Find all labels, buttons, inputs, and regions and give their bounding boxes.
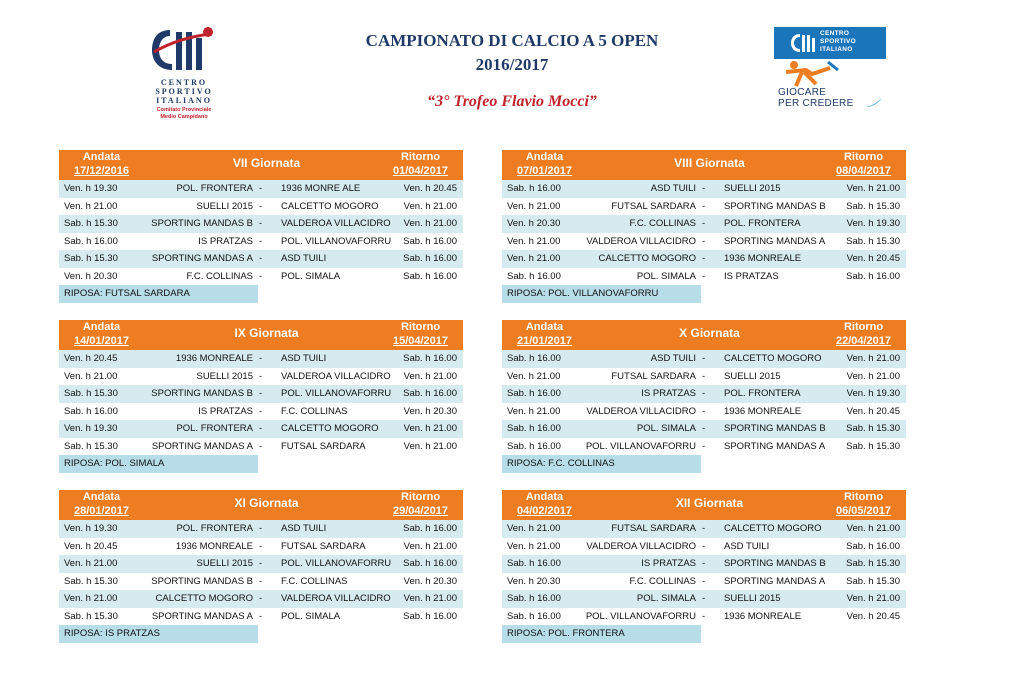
csi-banner <box>774 27 886 59</box>
ritorno-time: Ven. h 21.00 <box>846 370 900 382</box>
match-row <box>502 198 906 216</box>
andata-label: Andata <box>82 321 121 333</box>
riposa-text: RIPOSA: FUTSAL SARDARA <box>64 288 190 299</box>
match-separator: - <box>259 235 263 247</box>
match-separator: - <box>702 440 706 452</box>
match-separator: - <box>702 370 706 382</box>
away-team: POL. VILLANOVAFORRU <box>281 558 392 569</box>
home-team: POL. FRONTERA <box>176 183 253 194</box>
match-separator: - <box>702 353 706 364</box>
ritorno-time: Sab. h 16.00 <box>403 270 457 282</box>
ritorno-date: 06/05/2017 <box>835 505 892 517</box>
match-row <box>502 573 906 591</box>
away-team: POL. SIMALA <box>281 270 341 282</box>
match-row <box>59 608 463 626</box>
match-row <box>502 608 906 626</box>
logo-left-line2: SPORTIVO <box>155 87 213 96</box>
giornata-header <box>502 320 906 350</box>
away-team: POL. FRONTERA <box>724 388 801 399</box>
andata-time: Sab. h 15.30 <box>64 610 118 622</box>
ritorno-time: Sab. h 16.00 <box>403 610 457 622</box>
ritorno-label: Ritorno <box>843 321 884 333</box>
andata-time: Sab. h 16.00 <box>507 423 561 434</box>
away-team: CALCETTO MOGORO <box>281 200 379 212</box>
away-team: CALCETTO MOGORO <box>724 353 822 364</box>
match-row <box>502 215 906 233</box>
match-separator: - <box>702 200 706 212</box>
andata-time: Sab. h 15.30 <box>64 253 118 264</box>
andata-time: Sab. h 15.30 <box>64 575 118 587</box>
ritorno-time: Sab. h 16.00 <box>846 540 900 552</box>
home-team: SPORTING MANDAS A <box>151 610 253 622</box>
away-team: SUELLI 2015 <box>724 183 781 194</box>
match-row <box>502 250 906 268</box>
giornata-title: IX Giornata <box>234 326 299 340</box>
riposa-row <box>59 285 258 303</box>
match-row <box>59 198 463 216</box>
match-separator: - <box>259 370 263 382</box>
away-team: VALDEROA VILLACIDRO <box>281 593 391 604</box>
match-separator: - <box>702 558 706 569</box>
ritorno-time: Sab. h 16.00 <box>403 235 457 247</box>
giornata-header <box>502 150 906 180</box>
logo-left-line1: CENTRO <box>160 78 208 87</box>
ritorno-time: Ven. h 21.00 <box>403 370 457 382</box>
andata-time: Sab. h 15.30 <box>64 218 118 229</box>
home-team: POL. SIMALA <box>636 423 696 434</box>
ritorno-label: Ritorno <box>400 151 441 163</box>
match-separator: - <box>259 253 263 264</box>
match-row <box>59 555 463 573</box>
home-team: SUELLI 2015 <box>196 200 253 212</box>
home-team: POL. FRONTERA <box>176 523 253 534</box>
away-team: POL. VILLANOVAFORRU <box>281 235 392 247</box>
giornata-title: XII Giornata <box>675 496 744 510</box>
tagline-line2: PER CREDERE <box>778 98 854 109</box>
home-team: SPORTING MANDAS B <box>151 388 253 399</box>
season-title: 2016/2017 <box>475 55 549 74</box>
home-team: FUTSAL SARDARA <box>611 370 696 382</box>
ritorno-time: Sab. h 15.30 <box>846 575 900 587</box>
home-team: POL. SIMALA <box>636 593 696 604</box>
match-separator: - <box>702 523 706 534</box>
match-row <box>502 520 906 538</box>
ritorno-time: Ven. h 21.00 <box>403 423 457 434</box>
ritorno-time: Ven. h 19.30 <box>846 388 900 399</box>
match-separator: - <box>259 353 263 364</box>
home-team: CALCETTO MOGORO <box>155 593 253 604</box>
match-row <box>59 350 463 368</box>
home-team: SPORTING MANDAS A <box>151 253 253 264</box>
andata-time: Ven. h 21.00 <box>507 540 561 552</box>
ritorno-time: Sab. h 16.00 <box>403 558 457 569</box>
giornata-block-viii <box>502 150 906 303</box>
away-team: F.C. COLLINAS <box>281 405 348 417</box>
ritorno-time: Ven. h 20.45 <box>846 405 900 417</box>
match-row <box>502 350 906 368</box>
trofeo-title: “3° Trofeo Flavio Mocci” <box>427 93 597 110</box>
giornata-block-xi <box>59 490 463 643</box>
away-team: 1936 MONREALE <box>724 253 802 264</box>
ritorno-date: 15/04/2017 <box>392 335 449 347</box>
ritorno-time: Ven. h 20.45 <box>846 253 900 264</box>
riposa-text: RIPOSA: POL. FRONTERA <box>507 628 625 639</box>
logo-left-line3: ITALIANO <box>156 96 212 105</box>
match-row <box>502 555 906 573</box>
ritorno-time: Ven. h 21.00 <box>846 183 900 194</box>
ritorno-date: 22/04/2017 <box>835 335 892 347</box>
ritorno-date: 01/04/2017 <box>392 165 449 177</box>
away-team: CALCETTO MOGORO <box>724 523 822 534</box>
andata-time: Ven. h 20.30 <box>507 218 561 229</box>
ritorno-time: Ven. h 20.45 <box>846 610 900 622</box>
giornata-header <box>502 490 906 520</box>
match-row <box>59 368 463 386</box>
match-row <box>502 268 906 286</box>
match-separator: - <box>702 270 706 282</box>
andata-time: Ven. h 21.00 <box>507 253 561 264</box>
giornata-header <box>59 150 463 180</box>
match-row <box>502 438 906 456</box>
match-separator: - <box>259 558 263 569</box>
match-row <box>59 520 463 538</box>
ritorno-time: Ven. h 21.00 <box>403 440 457 452</box>
andata-time: Sab. h 16.00 <box>507 610 561 622</box>
away-team: SPORTING MANDAS A <box>724 440 826 452</box>
banner-text: CENTRO SPORTIVO ITALIANO <box>820 30 856 53</box>
match-separator: - <box>259 183 263 194</box>
andata-time: Ven. h 19.30 <box>64 183 118 194</box>
ritorno-time: Ven. h 21.00 <box>403 218 457 229</box>
match-row <box>59 250 463 268</box>
home-team: POL. SIMALA <box>636 270 696 282</box>
ritorno-time: Sab. h 15.30 <box>846 235 900 247</box>
ritorno-time: Ven. h 21.00 <box>403 593 457 604</box>
away-team: VALDEROA VILLACIDRO <box>281 218 391 229</box>
andata-time: Sab. h 16.00 <box>507 270 561 282</box>
ritorno-time: Ven. h 19.30 <box>846 218 900 229</box>
ritorno-time: Sab. h 15.30 <box>846 423 900 434</box>
giornata-header <box>59 320 463 350</box>
ritorno-time: Ven. h 21.00 <box>403 200 457 212</box>
away-team: ASD TUILI <box>724 540 770 552</box>
away-team: 1936 MONREALE <box>724 610 802 622</box>
andata-time: Ven. h 21.00 <box>64 370 118 382</box>
andata-time: Sab. h 15.30 <box>64 388 118 399</box>
away-team: F.C. COLLINAS <box>281 575 348 587</box>
ritorno-time: Ven. h 21.00 <box>846 353 900 364</box>
match-row <box>502 590 906 608</box>
away-team: SPORTING MANDAS B <box>724 200 826 212</box>
home-team: FUTSAL SARDARA <box>611 200 696 212</box>
home-team: IS PRATZAS <box>198 405 253 417</box>
match-separator: - <box>259 388 263 399</box>
andata-label: Andata <box>525 491 564 503</box>
page-title: CAMPIONATO DI CALCIO A 5 OPEN <box>365 31 659 50</box>
match-separator: - <box>259 610 263 622</box>
home-team: POL. FRONTERA <box>176 423 253 434</box>
match-separator: - <box>702 575 706 587</box>
csi-emblem-icon <box>148 24 218 76</box>
match-row <box>59 403 463 421</box>
match-separator: - <box>259 575 263 587</box>
match-separator: - <box>259 593 263 604</box>
andata-date: 07/01/2017 <box>516 165 573 177</box>
away-team: ASD TUILI <box>281 253 327 264</box>
match-separator: - <box>259 270 263 282</box>
home-team: SPORTING MANDAS B <box>151 575 253 587</box>
match-row <box>59 215 463 233</box>
ritorno-time: Ven. h 21.00 <box>403 540 457 552</box>
andata-time: Ven. h 20.30 <box>64 270 118 282</box>
andata-date: 14/01/2017 <box>73 335 130 347</box>
giornata-title: VIII Giornata <box>674 156 745 170</box>
riposa-row <box>502 285 701 303</box>
csi-logo-left <box>144 24 224 124</box>
match-separator: - <box>702 388 706 399</box>
home-team: VALDEROA VILLACIDRO <box>586 405 696 417</box>
away-team: 1936 MONREALE <box>724 405 802 417</box>
home-team: VALDEROA VILLACIDRO <box>586 540 696 552</box>
ritorno-time: Sab. h 15.30 <box>846 558 900 569</box>
riposa-row <box>502 625 701 643</box>
away-team: FUTSAL SARDARA <box>281 540 366 552</box>
andata-time: Ven. h 21.00 <box>507 405 561 417</box>
away-team: ASD TUILI <box>281 523 327 534</box>
match-row <box>59 420 463 438</box>
andata-time: Ven. h 21.00 <box>507 235 561 247</box>
home-team: ASD TUILI <box>650 353 696 364</box>
home-team: IS PRATZAS <box>198 235 253 247</box>
andata-time: Sab. h 16.00 <box>507 353 561 364</box>
home-team: F.C. COLLINAS <box>629 218 696 229</box>
andata-date: 28/01/2017 <box>73 505 130 517</box>
giornata-block-vii <box>59 150 463 303</box>
giornata-title: X Giornata <box>679 326 740 340</box>
andata-time: Ven. h 20.45 <box>64 540 118 552</box>
giornata-block-x <box>502 320 906 473</box>
away-team: SUELLI 2015 <box>724 593 781 604</box>
home-team: VALDEROA VILLACIDRO <box>586 235 696 247</box>
away-team: CALCETTO MOGORO <box>281 423 379 434</box>
away-team: SPORTING MANDAS A <box>724 235 826 247</box>
away-team: SPORTING MANDAS B <box>724 423 826 434</box>
ritorno-time: Sab. h 15.30 <box>846 440 900 452</box>
away-team: POL. FRONTERA <box>724 218 801 229</box>
home-team: F.C. COLLINAS <box>186 270 253 282</box>
andata-time: Sab. h 16.00 <box>507 440 561 452</box>
match-row <box>502 538 906 556</box>
away-team: 1936 MONRE ALE <box>281 183 361 194</box>
ritorno-date: 08/04/2017 <box>835 165 892 177</box>
away-team: VALDEROA VILLACIDRO <box>281 370 391 382</box>
match-row <box>502 233 906 251</box>
home-team: FUTSAL SARDARA <box>611 523 696 534</box>
ritorno-time: Ven. h 20.45 <box>403 183 457 194</box>
ritorno-time: Sab. h 16.00 <box>403 523 457 534</box>
csi-logo-right <box>774 27 886 111</box>
away-team: SPORTING MANDAS B <box>724 558 826 569</box>
match-separator: - <box>259 405 263 417</box>
ritorno-time: Sab. h 15.30 <box>846 200 900 212</box>
away-team: ASD TUILI <box>281 353 327 364</box>
home-team: IS PRATZAS <box>641 388 696 399</box>
giornata-header <box>59 490 463 520</box>
giornata-block-xii <box>502 490 906 643</box>
home-team: POL. VILLANOVAFORRU <box>585 440 696 452</box>
andata-time: Sab. h 16.00 <box>507 558 561 569</box>
giornata-title: XI Giornata <box>234 496 299 510</box>
match-row <box>502 368 906 386</box>
match-separator: - <box>259 200 263 212</box>
andata-time: Ven. h 21.00 <box>64 593 118 604</box>
ritorno-label: Ritorno <box>843 491 884 503</box>
match-row <box>59 538 463 556</box>
andata-time: Sab. h 16.00 <box>507 388 561 399</box>
home-team: IS PRATZAS <box>641 558 696 569</box>
match-row <box>502 403 906 421</box>
andata-label: Andata <box>82 491 121 503</box>
away-team: IS PRATZAS <box>724 270 779 282</box>
match-row <box>59 438 463 456</box>
andata-time: Ven. h 21.00 <box>507 523 561 534</box>
home-team: SUELLI 2015 <box>196 370 253 382</box>
match-separator: - <box>702 253 706 264</box>
match-row <box>502 385 906 403</box>
andata-time: Sab. h 15.30 <box>64 440 118 452</box>
andata-time: Ven. h 21.00 <box>507 370 561 382</box>
ritorno-time: Sab. h 16.00 <box>403 253 457 264</box>
match-row <box>59 590 463 608</box>
andata-time: Sab. h 16.00 <box>64 235 118 247</box>
match-row <box>59 573 463 591</box>
match-separator: - <box>259 440 263 452</box>
match-row <box>59 180 463 198</box>
match-separator: - <box>702 183 706 194</box>
match-row <box>59 268 463 286</box>
ritorno-time: Ven. h 20.30 <box>403 405 457 417</box>
andata-time: Ven. h 19.30 <box>64 423 118 434</box>
home-team: 1936 MONREALE <box>175 540 253 552</box>
ritorno-time: Ven. h 21.00 <box>846 593 900 604</box>
ritorno-time: Sab. h 16.00 <box>846 270 900 282</box>
ritorno-label: Ritorno <box>400 491 441 503</box>
andata-label: Andata <box>525 151 564 163</box>
match-row <box>502 420 906 438</box>
away-team: POL. SIMALA <box>281 610 341 622</box>
andata-time: Sab. h 16.00 <box>64 405 118 417</box>
riposa-row <box>59 625 258 643</box>
home-team: F.C. COLLINAS <box>629 575 696 587</box>
andata-time: Ven. h 21.00 <box>64 200 118 212</box>
match-separator: - <box>702 540 706 552</box>
match-separator: - <box>702 423 706 434</box>
match-separator: - <box>702 593 706 604</box>
andata-date: 04/02/2017 <box>516 505 573 517</box>
giornata-title: VII Giornata <box>232 156 301 170</box>
riposa-text: RIPOSA: POL. SIMALA <box>64 458 165 469</box>
away-team: SUELLI 2015 <box>724 370 781 382</box>
away-team: POL. VILLANOVAFORRU <box>281 388 392 399</box>
ritorno-time: Ven. h 20.30 <box>403 575 457 587</box>
home-team: 1936 MONREALE <box>175 353 253 364</box>
match-row <box>59 233 463 251</box>
giornata-block-ix <box>59 320 463 473</box>
ritorno-time: Sab. h 16.00 <box>403 388 457 399</box>
swoosh-icon <box>864 97 884 109</box>
match-separator: - <box>702 235 706 247</box>
home-team: SPORTING MANDAS B <box>151 218 253 229</box>
logo-left-line4: Comitato Provinciale <box>156 107 212 113</box>
andata-time: Ven. h 21.00 <box>507 200 561 212</box>
andata-time: Ven. h 19.30 <box>64 523 118 534</box>
match-separator: - <box>702 405 706 417</box>
match-separator: - <box>259 218 263 229</box>
ritorno-time: Sab. h 16.00 <box>403 353 457 364</box>
home-team: SUELLI 2015 <box>196 558 253 569</box>
ritorno-label: Ritorno <box>400 321 441 333</box>
home-team: SPORTING MANDAS A <box>151 440 253 452</box>
away-team: SPORTING MANDAS A <box>724 575 826 587</box>
home-team: ASD TUILI <box>650 183 696 194</box>
riposa-text: RIPOSA: IS PRATZAS <box>64 628 160 639</box>
andata-time: Ven. h 20.45 <box>64 353 118 364</box>
andata-time: Ven. h 21.00 <box>64 558 118 569</box>
riposa-text: RIPOSA: POL. VILLANOVAFORRU <box>507 288 659 299</box>
home-team: CALCETTO MOGORO <box>598 253 696 264</box>
csi-banner-icon <box>790 32 818 54</box>
riposa-row <box>502 455 701 473</box>
match-separator: - <box>259 523 263 534</box>
match-separator: - <box>702 218 706 229</box>
ritorno-time: Ven. h 21.00 <box>846 523 900 534</box>
andata-date: 21/01/2017 <box>516 335 573 347</box>
match-separator: - <box>702 610 706 622</box>
andata-date: 17/12/2016 <box>73 165 130 177</box>
match-separator: - <box>259 540 263 552</box>
match-separator: - <box>259 423 263 434</box>
tagline-line1: GIOCARE <box>778 87 827 98</box>
riposa-text: RIPOSA: F.C. COLLINAS <box>507 458 615 469</box>
andata-label: Andata <box>82 151 121 163</box>
andata-time: Ven. h 20.30 <box>507 575 561 587</box>
andata-label: Andata <box>525 321 564 333</box>
ritorno-date: 29/04/2017 <box>392 505 449 517</box>
runner-icon <box>782 60 842 88</box>
andata-time: Sab. h 16.00 <box>507 183 561 194</box>
home-team: POL. VILLANOVAFORRU <box>585 610 696 622</box>
andata-time: Sab. h 16.00 <box>507 593 561 604</box>
riposa-row <box>59 455 258 473</box>
match-row <box>59 385 463 403</box>
away-team: FUTSAL SARDARA <box>281 440 366 452</box>
ritorno-label: Ritorno <box>843 151 884 163</box>
match-row <box>502 180 906 198</box>
logo-left-line5: Medio Campidano <box>160 114 208 120</box>
